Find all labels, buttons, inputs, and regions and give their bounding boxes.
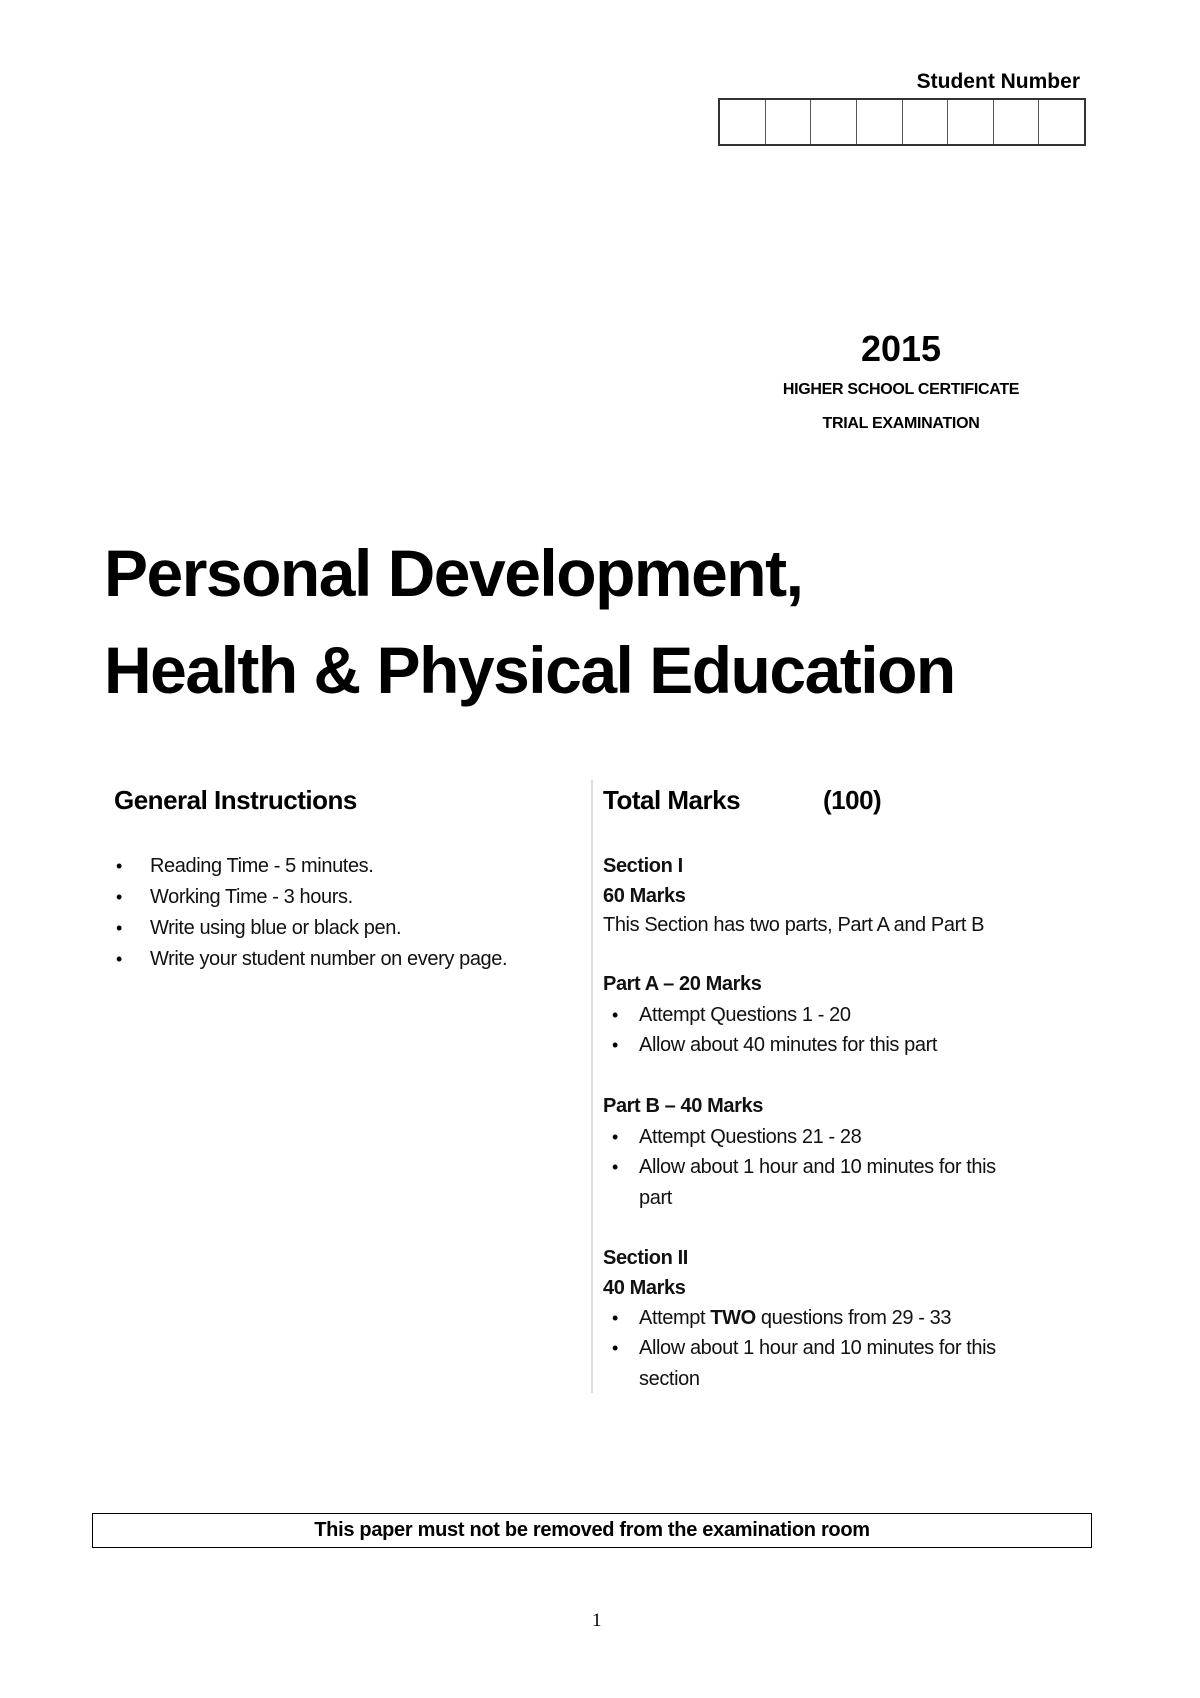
certificate-name: HIGHER SCHOOL CERTIFICATE — [782, 381, 1020, 398]
bullet-icon: • — [612, 1157, 619, 1177]
section2-item-emphasis: TWO — [710, 1307, 756, 1329]
exam-type: TRIAL EXAMINATION — [822, 415, 980, 432]
partA-item: Attempt Questions 1 - 20 — [639, 1004, 851, 1026]
student-number-box[interactable] — [811, 100, 857, 144]
bullet-icon: • — [116, 918, 123, 938]
instruction-item: Write your student number on every page. — [150, 948, 508, 970]
subject-title-line2: Health & Physical Education — [104, 633, 955, 707]
bullet-icon: • — [612, 1127, 619, 1147]
bullet-icon: • — [116, 887, 123, 907]
student-number-box[interactable] — [720, 100, 766, 144]
student-number-label: Student Number — [916, 70, 1080, 93]
total-marks-heading: Total Marks — [603, 785, 741, 815]
bullet-icon: • — [612, 1035, 619, 1055]
general-instructions-heading: General Instructions — [114, 785, 357, 815]
instruction-item: Write using blue or black pen. — [150, 917, 402, 939]
instruction-item: Working Time - 3 hours. — [150, 886, 353, 908]
section2-item-continued: section — [639, 1368, 700, 1390]
section2-item-text: questions from 29 - 33 — [755, 1307, 952, 1329]
subject-title-line1: Personal Development, — [104, 536, 803, 610]
exam-year: 2015 — [860, 328, 942, 369]
section1-marks: 60 Marks — [603, 885, 686, 907]
bullet-icon: • — [116, 856, 123, 876]
total-marks-value: (100) — [823, 785, 882, 815]
student-number-box[interactable] — [994, 100, 1040, 144]
section2-item-text: Attempt — [639, 1307, 711, 1329]
partB-item-continued: part — [639, 1187, 672, 1209]
page-number: 1 — [592, 1610, 602, 1631]
bullet-icon: • — [612, 1005, 619, 1025]
student-number-box[interactable] — [903, 100, 949, 144]
student-number-boxes[interactable] — [718, 98, 1086, 146]
column-divider — [591, 780, 593, 1393]
student-number-box[interactable] — [857, 100, 903, 144]
partB-title: Part B – 40 Marks — [603, 1095, 763, 1117]
student-number-box[interactable] — [1039, 100, 1084, 144]
section2-item: Allow about 1 hour and 10 minutes for this — [639, 1337, 996, 1359]
student-number-box[interactable] — [766, 100, 812, 144]
partB-item: Attempt Questions 21 - 28 — [639, 1126, 862, 1148]
bullet-icon: • — [116, 949, 123, 969]
bullet-icon: • — [612, 1308, 619, 1328]
exam-room-notice: This paper must not be removed from the examination room — [92, 1513, 1092, 1548]
partA-title: Part A – 20 Marks — [603, 973, 762, 995]
instruction-item: Reading Time - 5 minutes. — [150, 855, 374, 877]
student-number-box[interactable] — [948, 100, 994, 144]
section1-note: This Section has two parts, Part A and Part B — [603, 914, 985, 936]
partA-item: Allow about 40 minutes for this part — [639, 1034, 937, 1056]
bullet-icon: • — [612, 1338, 619, 1358]
partB-item: Allow about 1 hour and 10 minutes for this — [639, 1156, 996, 1178]
section2-marks: 40 Marks — [603, 1277, 686, 1299]
section1-title: Section I — [603, 855, 683, 877]
section2-title: Section II — [603, 1247, 688, 1269]
section2-item — [639, 1307, 951, 1330]
